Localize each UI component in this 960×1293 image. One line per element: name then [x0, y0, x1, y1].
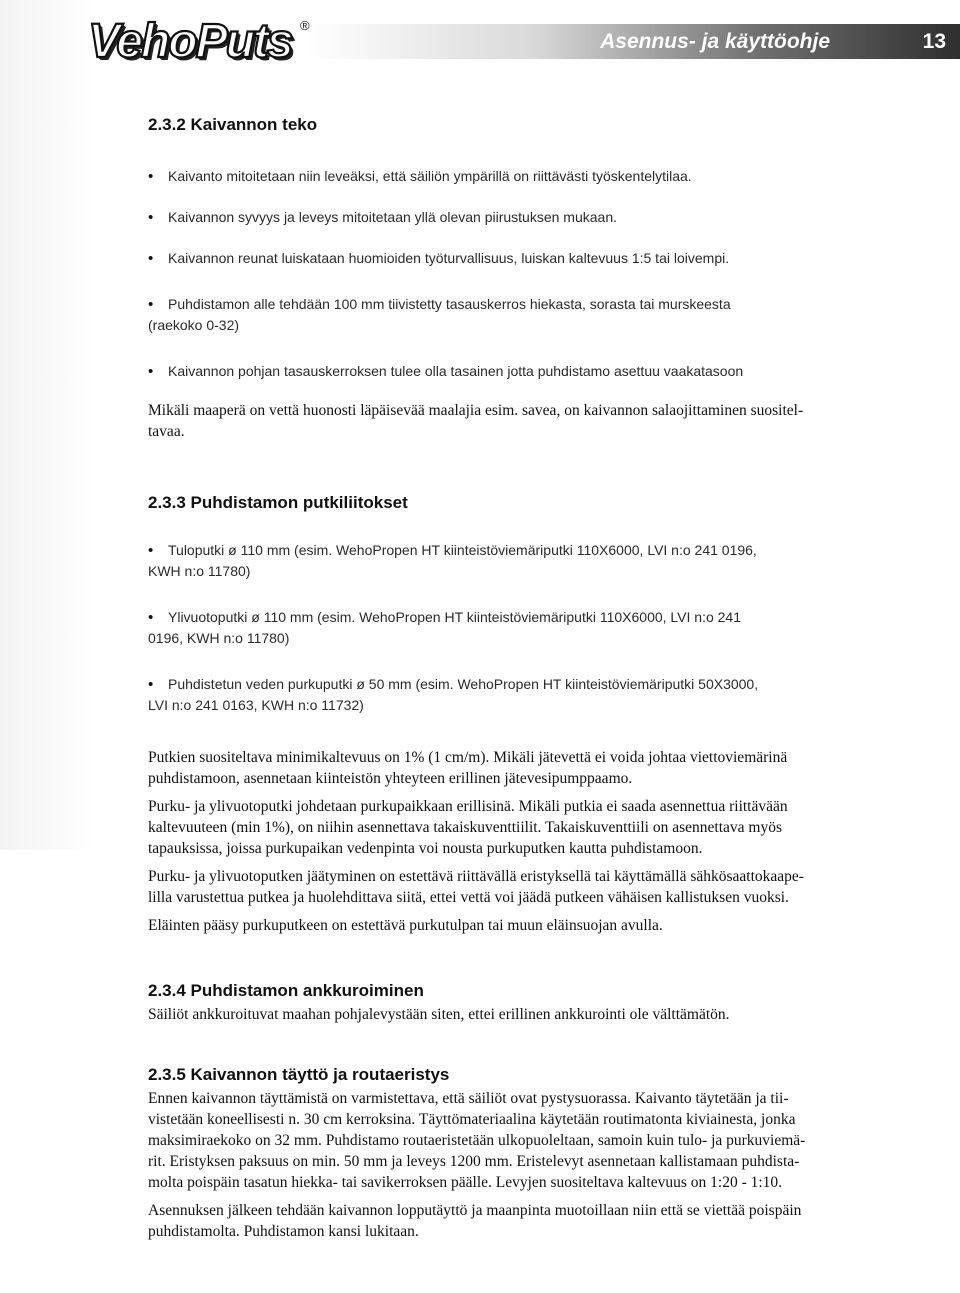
list-item — [148, 248, 908, 269]
paragraph-line: maksimiraekoko on 32 mm. Puhdistamo routaeristetään ulkopuoleltaan, samoin kuin tulo- ja purkuviemä- — [148, 1132, 806, 1149]
paragraph-line: rit. Eristyksen paksuus on min. 50 mm ja leveys 1200 mm. Eristelevyt asennetaan kallistamaan puhdista- — [148, 1153, 800, 1170]
list-item — [148, 674, 908, 716]
paragraph-line: vistetään koneellisesti n. 30 cm kerroksina. Täyttömateriaalina käytetään routimatonta kiviainesta, jonka — [148, 1111, 796, 1128]
paragraph-line: molta poispäin tasatun hiekka- tai savikerroksen päälle. Levyjen suositeltava kaltevuus on 1:20 - 1:10. — [148, 1174, 783, 1191]
page-margin-shade — [0, 0, 95, 850]
list-item — [148, 607, 908, 649]
list-item — [148, 294, 908, 336]
vehoputs-logo: VehoPuts — [88, 15, 292, 68]
list-item-text: Puhdistetun veden purkuputki ø 50 mm (esim. WehoPropen HT kiinteistöviemäriputki 50X3000, — [168, 676, 759, 692]
list-item — [148, 207, 908, 228]
heading-2-3-5: 2.3.5 Kaivannon täyttö ja routaeristys — [148, 1065, 450, 1084]
list-item-text: Kaivanto mitoitetaan niin leveäksi, että säiliön ympärillä on riittävästi työskentelytilaa. — [168, 168, 692, 184]
list-item-text: Kaivannon pohjan tasauskerroksen tulee olla tasainen jotta puhdistamo asettuu vaakatasoon — [168, 363, 744, 379]
heading-2-3-4: 2.3.4 Puhdistamon ankkuroiminen — [148, 981, 424, 1000]
registered-mark: ® — [300, 18, 310, 33]
list-item-continuation: 0196, KWH n:o 11780) — [148, 630, 290, 646]
list-item-continuation: KWH n:o 11780) — [148, 563, 251, 579]
page-content — [148, 114, 908, 1242]
page-number: 13 — [922, 30, 946, 53]
paragraph-line: Eläinten pääsy purkuputkeen on estettävä purkutulpan tai muun eläinsuojan avulla. — [148, 917, 663, 934]
heading-2-3-3: 2.3.3 Puhdistamon putkiliitokset — [148, 493, 408, 512]
paragraph-line: tapauksissa, joissa purkupaikan vedenpinta voi nousta purkuputken kautta puhdistamoon. — [148, 840, 703, 857]
list-item-text: Puhdistamon alle tehdään 100 mm tiivistetty tasauskerros hiekasta, sorasta tai murskeesta — [168, 296, 731, 312]
paragraph-line: puhdistamoon, asennetaan kiinteistön yhteyteen erillinen jätevesipumppaamo. — [148, 770, 633, 787]
paragraph-line: Purku- ja ylivuotoputki johdetaan purkupaikkaan erillisinä. Mikäli putkia ei saada asennettua riittävään — [148, 798, 788, 815]
paragraph-line: tavaa. — [148, 423, 185, 440]
paragraph — [148, 1088, 908, 1193]
list-item-text: Tuloputki ø 110 mm (esim. WehoPropen HT kiinteistöviemäriputki 110X6000, LVI n:o 241 0196, — [168, 542, 757, 558]
paragraph-line: Ennen kaivannon täyttämistä on varmistettava, että säiliöt ovat pystysuorassa. Kaivanto täytetään ja tii- — [148, 1090, 789, 1107]
paragraph-line: Putkien suositeltava minimikaltevuus on 1% (1 cm/m). Mikäli jätevettä ei voida johtaa viettoviemärinä — [148, 749, 788, 766]
paragraph — [148, 915, 908, 936]
list-item — [148, 166, 908, 187]
paragraph-line: Purku- ja ylivuotoputken jäätyminen on estettävä riittävällä eristyksellä tai käyttämällä sähkösaattokaape- — [148, 868, 804, 885]
list-item — [148, 540, 908, 582]
paragraph — [148, 400, 908, 442]
list-item-text: Kaivannon syvyys ja leveys mitoitetaan yllä olevan piirustuksen mukaan. — [168, 209, 618, 225]
paragraph — [148, 796, 908, 859]
document-title: Asennus- ja käyttöohje — [600, 30, 830, 53]
paragraph-line: Asennuksen jälkeen tehdään kaivannon lopputäyttö ja maanpinta muotoillaan niin että se viettää poispäin — [148, 1202, 802, 1219]
paragraph — [148, 866, 908, 908]
paragraph-line: puhdistamolta. Puhdistamon kansi lukitaan. — [148, 1223, 419, 1240]
list-item-text: Kaivannon reunat luiskataan huomioiden työturvallisuus, luiskan kaltevuus 1:5 tai loivempi. — [168, 250, 730, 266]
paragraph — [148, 1200, 908, 1242]
page-header — [0, 0, 960, 80]
list-item-continuation: LVI n:o 241 0163, KWH n:o 11732) — [148, 697, 364, 713]
list-item-continuation: (raekoko 0-32) — [148, 317, 240, 333]
paragraph-line: Mikäli maaperä on vettä huonosti läpäisevää maalajia esim. savea, on kaivannon salaojittaminen suositel- — [148, 402, 804, 419]
heading-2-3-2: 2.3.2 Kaivannon teko — [148, 115, 318, 134]
paragraph-line: lilla varustettua putkea ja huolehdittava siitä, ettei vettä voi jäädä putkeen vähäisen kallistuksen vuoksi. — [148, 889, 789, 906]
paragraph — [148, 747, 908, 789]
list-item — [148, 361, 908, 382]
paragraph: Säiliöt ankkuroituvat maahan pohjalevystään siten, ettei erillinen ankkurointi ole välttämätön. — [148, 1006, 730, 1023]
paragraph-line: kaltevuuteen (min 1%), on niihin asennettava takaiskuventtiilit. Takaiskuventtiili on asennettava myös — [148, 819, 782, 836]
list-item-text: Ylivuotoputki ø 110 mm (esim. WehoPropen HT kiinteistöviemäriputki 110X6000, LVI n:o 241 — [168, 609, 741, 625]
